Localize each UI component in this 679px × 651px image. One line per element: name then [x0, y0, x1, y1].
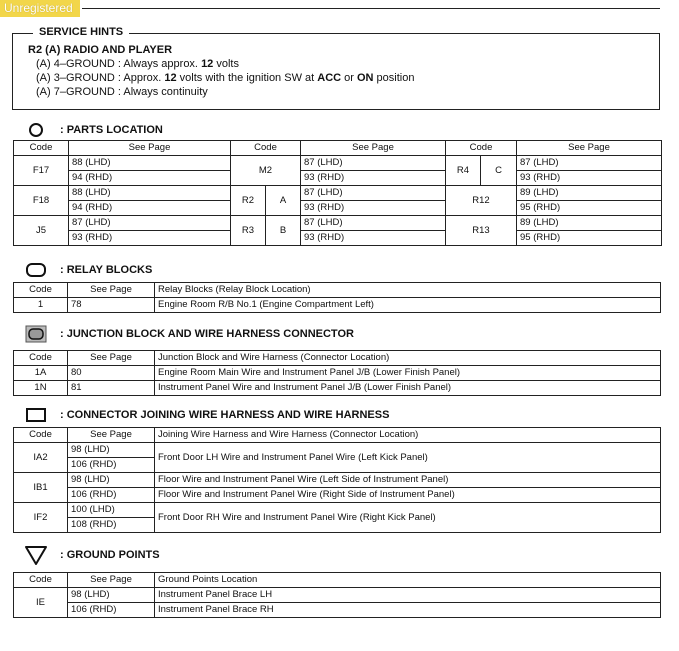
- header-see-page: See Page: [69, 141, 231, 156]
- location-cell: Floor Wire and Instrument Panel Wire (Left Side of Instrument Panel): [155, 473, 661, 488]
- page-cell: 106 (RHD): [68, 488, 155, 503]
- location-cell: Front Door LH Wire and Instrument Panel Wire (Left Kick Panel): [155, 443, 661, 473]
- watermark: Unregistered: [0, 0, 80, 17]
- header-code: Code: [14, 283, 68, 298]
- page-cell: 88 (LHD): [69, 186, 231, 201]
- page-cell: 88 (LHD): [69, 156, 231, 171]
- connector-joining-table: [13, 427, 661, 533]
- shaded-rounded-rect-icon: [24, 325, 48, 343]
- code-cell: IE: [14, 588, 68, 618]
- code-cell: IA2: [14, 443, 68, 473]
- page-cell: 93 (RHD): [517, 171, 662, 186]
- page-cell: 87 (LHD): [301, 186, 446, 201]
- location-cell: Instrument Panel Brace LH: [155, 588, 661, 603]
- code-cell: R12: [446, 186, 517, 216]
- hint-line: (A) 3–GROUND : Approx. 12 volts with the ignition SW at ACC or ON position: [36, 72, 415, 84]
- header-code: Code: [14, 573, 68, 588]
- page-cell: 87 (LHD): [69, 216, 231, 231]
- location-cell: Instrument Panel Brace RH: [155, 603, 661, 618]
- relay-blocks-table: [13, 282, 661, 313]
- page-cell: 106 (RHD): [68, 603, 155, 618]
- circle-icon: [24, 121, 48, 139]
- code-cell: F17: [14, 156, 69, 186]
- page-cell: 94 (RHD): [69, 171, 231, 186]
- code-cell: 1: [14, 298, 68, 313]
- page-cell: 100 (LHD): [68, 503, 155, 518]
- location-cell: Floor Wire and Instrument Panel Wire (Right Side of Instrument Panel): [155, 488, 661, 503]
- header-see-page: See Page: [517, 141, 662, 156]
- code-cell: R2: [231, 186, 266, 216]
- code-cell: M2: [231, 156, 301, 186]
- page-cell: 81: [68, 381, 155, 396]
- parts-location-heading: [24, 121, 163, 139]
- code-cell: R13: [446, 216, 517, 246]
- page-cell: 87 (LHD): [301, 216, 446, 231]
- top-rule: [82, 8, 660, 9]
- triangle-down-icon: [24, 546, 48, 564]
- connector-joining-heading: [24, 406, 389, 424]
- page-cell: 95 (RHD): [517, 231, 662, 246]
- location-cell: Front Door RH Wire and Instrument Panel Wire (Right Kick Panel): [155, 503, 661, 533]
- page-cell: 93 (RHD): [69, 231, 231, 246]
- header-code: Code: [14, 141, 69, 156]
- code-cell: J5: [14, 216, 69, 246]
- page-cell: 87 (LHD): [517, 156, 662, 171]
- rounded-rect-icon: [24, 261, 48, 279]
- hint-line: (A) 7–GROUND : Always continuity: [36, 86, 208, 98]
- junction-block-heading: [24, 325, 354, 343]
- page-cell: 80: [68, 366, 155, 381]
- service-hints-heading: R2 (A) RADIO AND PLAYER: [28, 44, 173, 56]
- page-cell: 95 (RHD): [517, 201, 662, 216]
- ground-points-heading: [24, 546, 160, 564]
- section-title: : JUNCTION BLOCK AND WIRE HARNESS CONNECTOR: [60, 328, 354, 340]
- code-cell: F18: [14, 186, 69, 216]
- header-location: Relay Blocks (Relay Block Location): [155, 283, 661, 298]
- header-see-page: See Page: [301, 141, 446, 156]
- section-title: : CONNECTOR JOINING WIRE HARNESS AND WIRE HARNESS: [60, 409, 390, 421]
- page-cell: 98 (LHD): [68, 473, 155, 488]
- page-cell: 89 (LHD): [517, 216, 662, 231]
- header-see-page: See Page: [68, 351, 155, 366]
- header-code: Code: [14, 351, 68, 366]
- page-cell: 78: [68, 298, 155, 313]
- rectangle-icon: [24, 406, 48, 424]
- location-cell: Instrument Panel Wire and Instrument Panel J/B (Lower Finish Panel): [155, 381, 661, 396]
- code-cell: 1N: [14, 381, 68, 396]
- code-sub-cell: A: [266, 186, 301, 216]
- code-sub-cell: B: [266, 216, 301, 246]
- page-cell: 108 (RHD): [68, 518, 155, 533]
- header-location: Ground Points Location: [155, 573, 661, 588]
- header-see-page: See Page: [68, 573, 155, 588]
- location-cell: Engine Room Main Wire and Instrument Panel J/B (Lower Finish Panel): [155, 366, 661, 381]
- location-cell: Engine Room R/B No.1 (Engine Compartment Left): [155, 298, 661, 313]
- header-see-page: See Page: [68, 428, 155, 443]
- section-title: : RELAY BLOCKS: [60, 264, 153, 276]
- header-location: Joining Wire Harness and Wire Harness (Connector Location): [155, 428, 661, 443]
- parts-location-table: [13, 140, 662, 246]
- hint-line: (A) 4–GROUND : Always approx. 12 volts: [36, 58, 239, 70]
- page-cell: 98 (LHD): [68, 443, 155, 458]
- code-cell: 1A: [14, 366, 68, 381]
- page-cell: 93 (RHD): [301, 171, 446, 186]
- ground-points-table: [13, 572, 661, 618]
- section-title: : PARTS LOCATION: [60, 124, 163, 136]
- header-code: Code: [14, 428, 68, 443]
- code-cell: IF2: [14, 503, 68, 533]
- header-see-page: See Page: [68, 283, 155, 298]
- code-cell: R4: [446, 156, 481, 186]
- page-cell: 93 (RHD): [301, 201, 446, 216]
- page-cell: 89 (LHD): [517, 186, 662, 201]
- service-hints-title: SERVICE HINTS: [33, 26, 129, 38]
- header-code: Code: [446, 141, 517, 156]
- page-cell: 93 (RHD): [301, 231, 446, 246]
- code-cell: R3: [231, 216, 266, 246]
- page-cell: 87 (LHD): [301, 156, 446, 171]
- code-sub-cell: C: [481, 156, 517, 186]
- page-cell: 98 (LHD): [68, 588, 155, 603]
- junction-block-table: [13, 350, 661, 396]
- header-code: Code: [231, 141, 301, 156]
- page-cell: 94 (RHD): [69, 201, 231, 216]
- section-title: : GROUND POINTS: [60, 549, 160, 561]
- header-location: Junction Block and Wire Harness (Connector Location): [155, 351, 661, 366]
- relay-blocks-heading: [24, 261, 152, 279]
- page-cell: 106 (RHD): [68, 458, 155, 473]
- code-cell: IB1: [14, 473, 68, 503]
